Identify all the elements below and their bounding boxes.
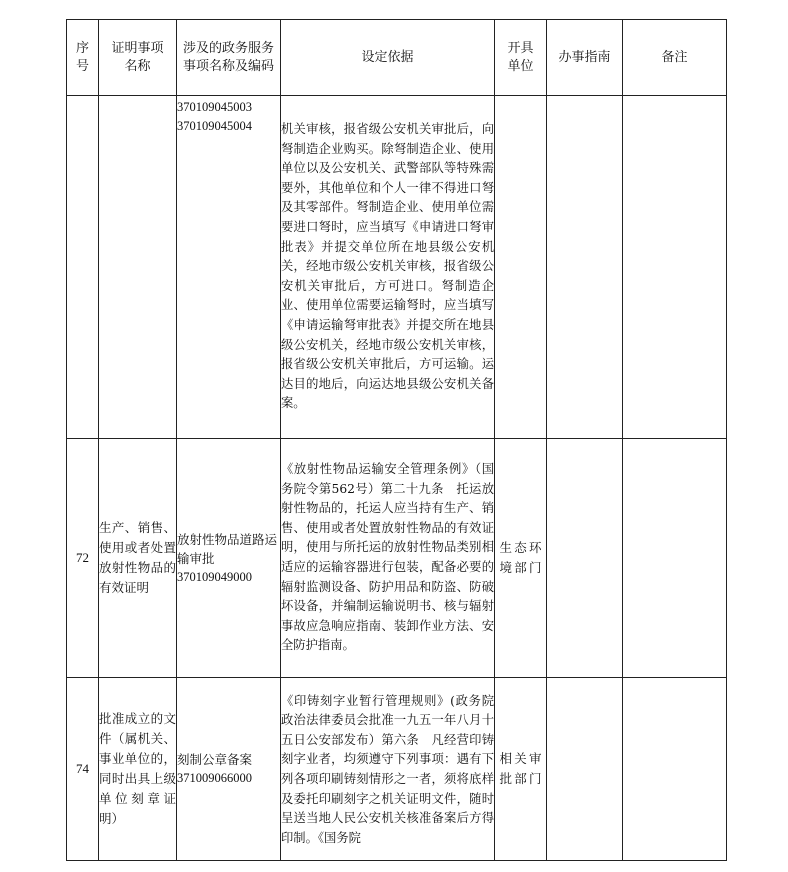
table-row	[67, 96, 727, 439]
remark-cell	[623, 96, 727, 439]
basis-cell: 《印铸刻字业暂行管理规则》(政务院政治法律委员会批准一九五一年八月十五日公安部发布）第六条 凡经营印铸刻字业者，均须遵守下列事项：遇有下列各项印刷铸刻情形之一者，须将底样及委托印刷刻字之机关证明文件，随时呈送当地人民公安机关核准备案后方得印制。《国务院	[281, 678, 495, 861]
cert-name-cell: 批准成立的文件（属机关、事业单位的，同时出具上级单位刻章证明）	[99, 678, 177, 861]
cert-name-cell	[99, 96, 177, 439]
issuer-text: 生态环境部门	[499, 540, 542, 575]
basis-cell: 机关审核，报省级公安机关审批后，向弩制造企业购买。除弩制造企业、使用单位以及公安机关、武警部队等特殊需要外，其他单位和个人一律不得进口弩及其零部件。弩制造企业、使用单位需要进口弩时，应当填写《申请进口弩审批表》并提交单位所在地县级公安机关，经地市级公安机关审核，报省级公安机关审批后，方可进口。弩制造企业、使用单位需要运输弩时，应当填写《申请运输弩审批表》并提交所在地县级公安机关，经地市级公安机关审核，报省级公安机关审批后，方可运输。运达目的地后，向运达地县级公安机关备案。	[281, 96, 495, 439]
issuer-cell	[495, 96, 547, 439]
issuer-cell	[495, 439, 547, 678]
table-row	[67, 439, 727, 678]
remark-cell	[623, 678, 727, 861]
remark-cell	[623, 439, 727, 678]
issuer-text: 相关审批部门	[499, 751, 542, 786]
service-code: 371009066000	[177, 771, 252, 785]
service-code: 370109045003	[177, 100, 252, 114]
service-cell	[177, 96, 281, 439]
header-remark: 备注	[623, 20, 727, 96]
guide-cell	[547, 96, 623, 439]
certification-items-table	[66, 19, 727, 861]
header-cert-name: 证明事项名称	[99, 20, 177, 96]
cert-name-cell: 生产、销售、使用或者处置放射性物品的有效证明	[99, 439, 177, 678]
issuer-cell	[495, 678, 547, 861]
service-code: 370109049000	[177, 569, 252, 584]
service-name: 刻制公章备案	[177, 752, 253, 767]
guide-cell	[547, 439, 623, 678]
seq-cell: 72	[67, 439, 99, 678]
table-row	[67, 678, 727, 861]
header-guide: 办事指南	[547, 20, 623, 96]
service-cell	[177, 439, 281, 678]
header-seq: 序号	[67, 20, 99, 96]
header-service-item: 涉及的政务服务事项名称及编码	[177, 20, 281, 96]
header-basis: 设定依据	[281, 20, 495, 96]
table-header-row	[67, 20, 727, 96]
header-issuer: 开具单位	[495, 20, 547, 96]
seq-cell	[67, 96, 99, 439]
basis-cell: 《放射性物品运输安全管理条例》（国务院令第562号）第二十九条 托运放射性物品的，托运人应当持有生产、销售、使用或者处置放射性物品的有效证明，使用与所托运的放射性物品类别相适应的运输容器进行包装，配备必要的辐射监测设备、防护用品和防盗、防破坏设备，并编制运输说明书、核与辐射事故应急响应指南、装卸作业方法、安全防护指南。	[281, 439, 495, 678]
service-name: 放射性物品道路运输审批	[177, 531, 278, 566]
guide-cell	[547, 678, 623, 861]
seq-cell: 74	[67, 678, 99, 861]
service-cell	[177, 678, 281, 861]
service-code: 370109045004	[177, 119, 252, 133]
